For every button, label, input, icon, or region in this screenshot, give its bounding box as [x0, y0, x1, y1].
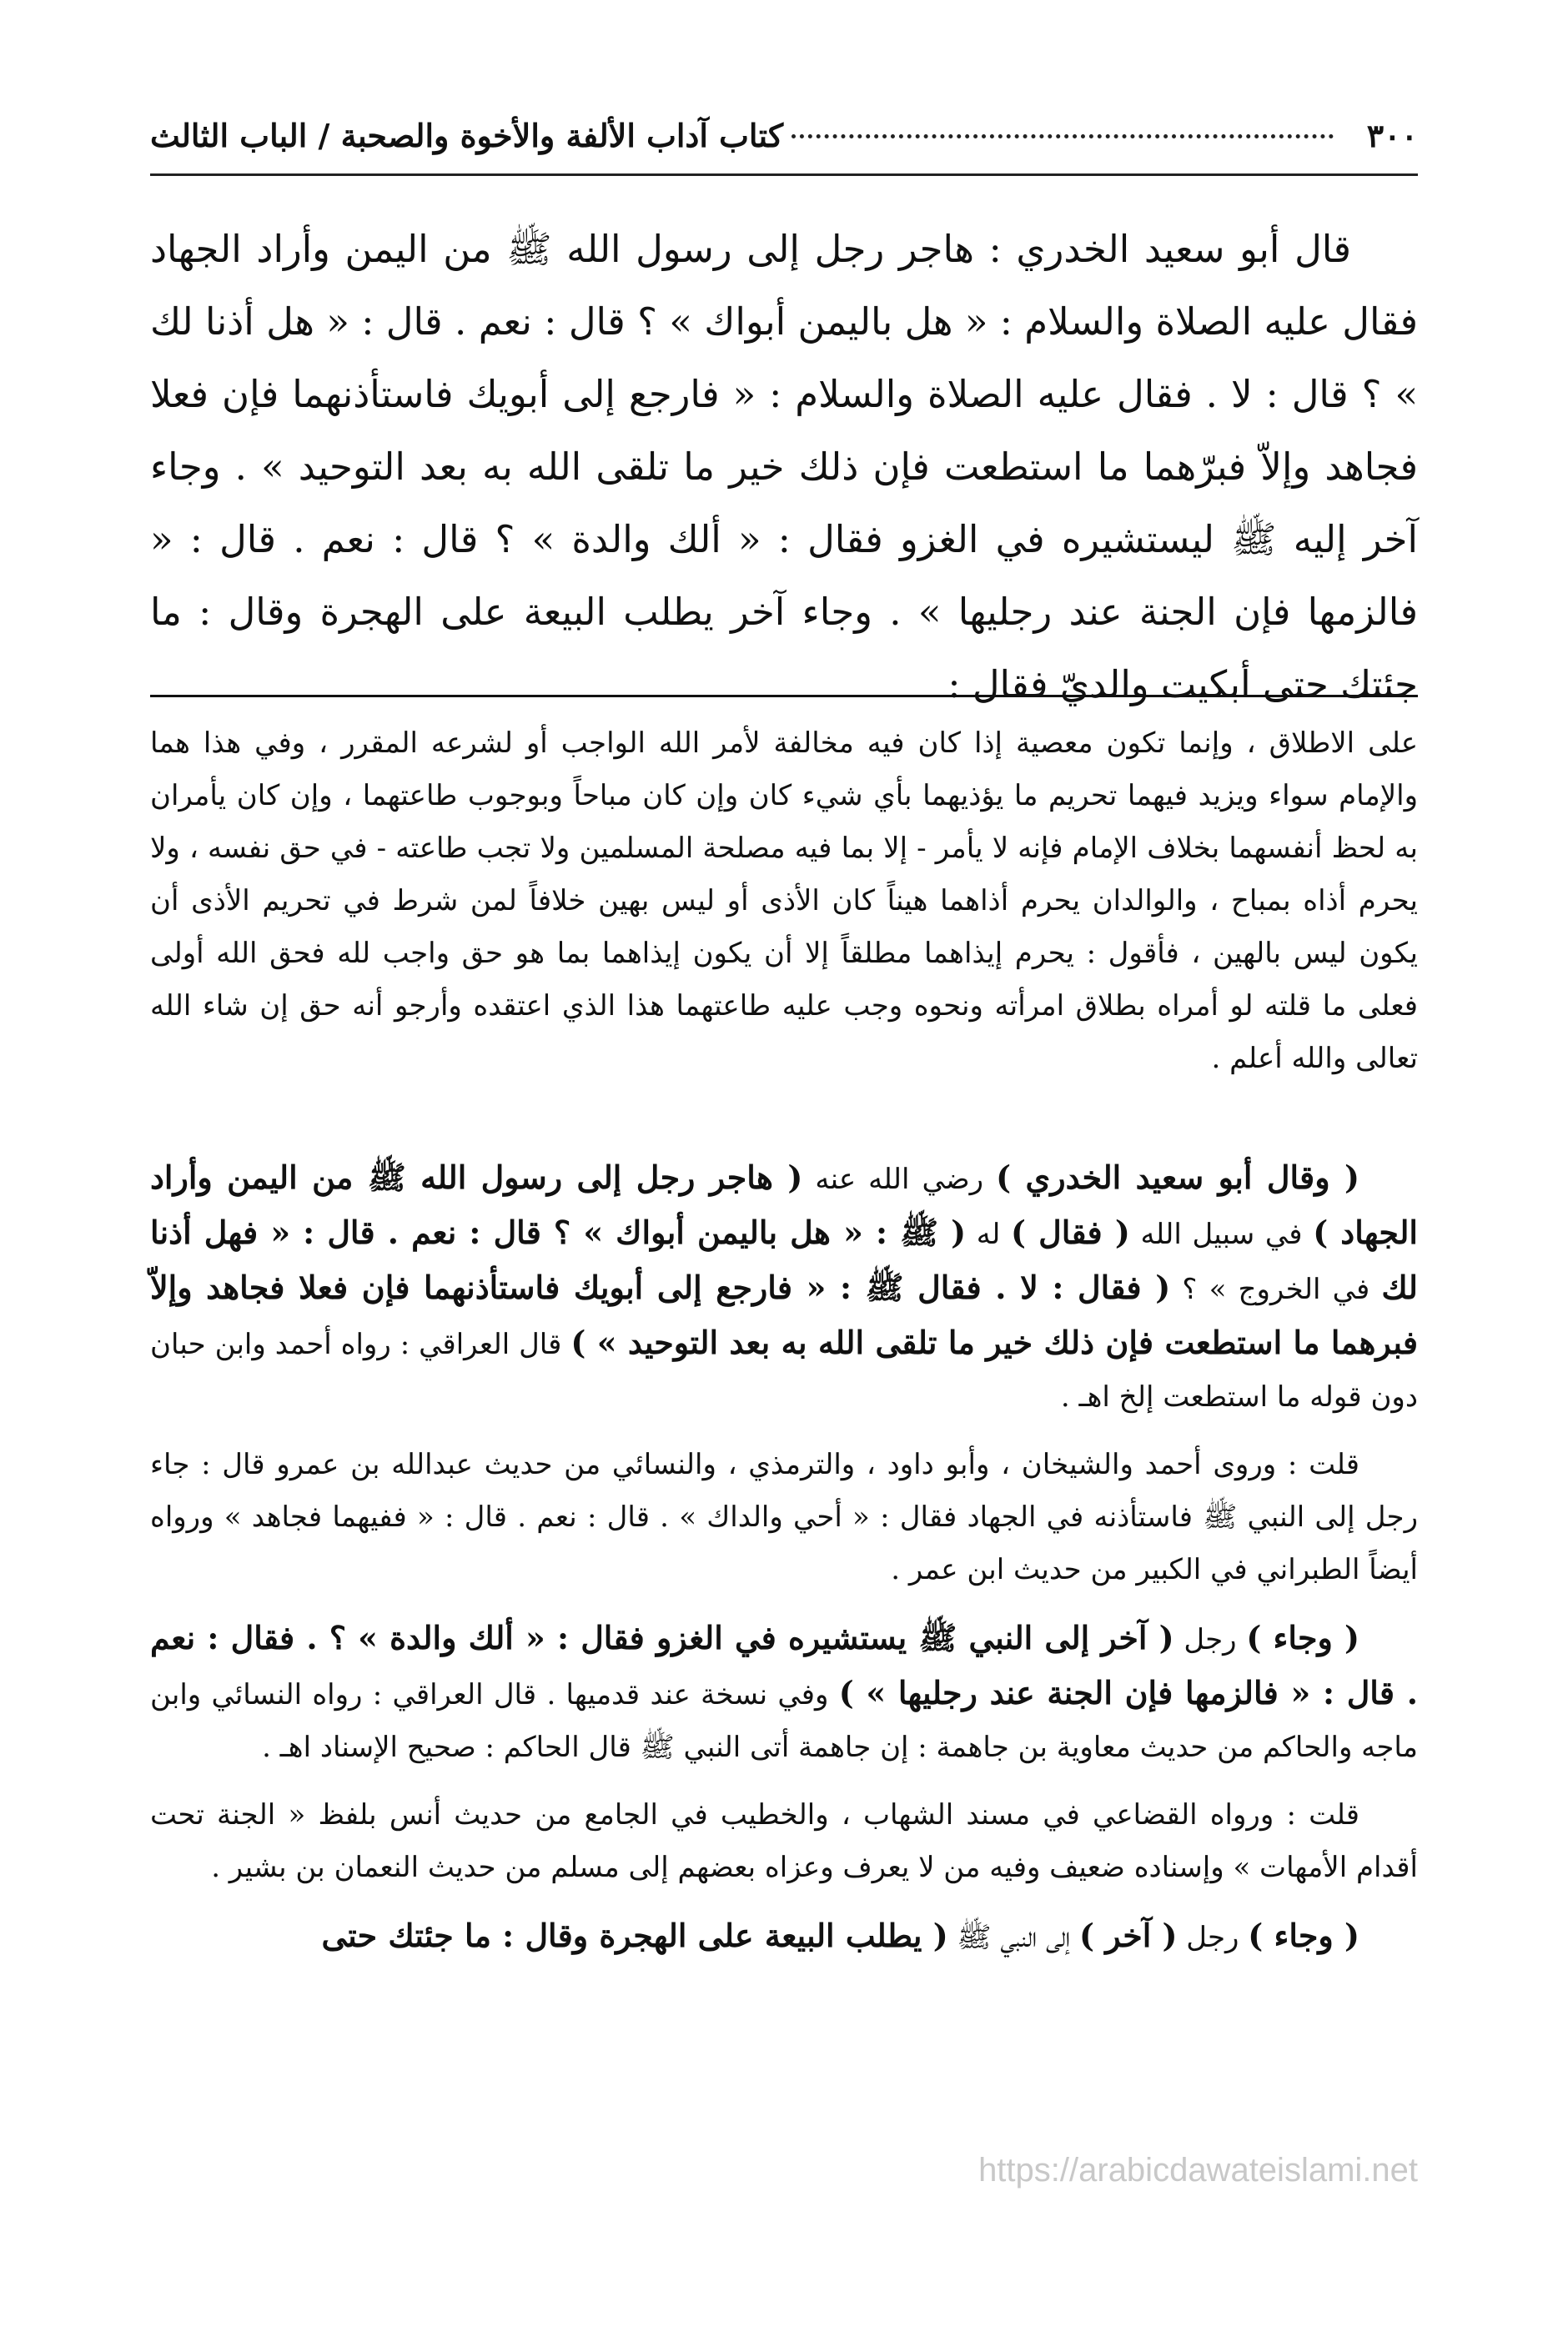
quoted-text: ( وجاء )	[1248, 1917, 1359, 1954]
quoted-text: ( آخر إلى النبي ﷺ يستشيره في الغزو فقال : « ألك والدة » ؟ . فقال : نعم . قال : « فالزمها فإن الجنة عند رجليها » )	[150, 1619, 1419, 1711]
quoted-text: ( هاجر رجل إلى رسول الله ﷺ من اليمن وأراد الجهاد )	[150, 1158, 1418, 1251]
commentary-text: له	[966, 1218, 1012, 1251]
quoted-text: ( آخر )	[1079, 1917, 1178, 1954]
commentary	[150, 1151, 1418, 1979]
commentary-text: قال العراقي : رواه أحمد وابن حبان دون قوله ما استطعت إلخ اهـ .	[150, 1328, 1418, 1414]
footnote-separator	[150, 695, 1418, 697]
leader-dots	[792, 134, 1334, 138]
quoted-text: ( فقال )	[1011, 1214, 1130, 1251]
commentary-paragraph-5	[150, 1909, 1418, 1964]
commentary-paragraph-4: قلت : ورواه القضاعي في مسند الشهاب ، والخطيب في الجامع من حديث أنس بلفظ « الجنة تحت أقدام الأمهات » وإسناده ضعيف وفيه من لا يعرف وعزاه بعضهم إلى مسلم من حديث النعمان بن بشير .	[150, 1798, 1418, 1884]
quoted-text: ( ﷺ : « هل باليمن أبواك » ؟ قال : نعم . قال : « فهل أذنا لك	[150, 1214, 1418, 1306]
commentary-paragraph-1	[150, 1151, 1418, 1424]
watermark-url: https://arabicdawateislami.net	[978, 2152, 1418, 2189]
commentary-text: وفي نسخة عند قدميها . قال العراقي : رواه النسائي وابن ماجه والحاكم من حديث معاوية بن جاهمة : إن جاهمة أتى النبي ﷺ قال الحاكم : صحيح الإسناد اهـ .	[150, 1678, 1418, 1764]
commentary-paragraph-2: قلت : وروى أحمد والشيخان ، وأبو داود ، والترمذي ، والنسائي من حديث عبدالله بن عمرو قال : جاء رجل إلى النبي ﷺ فاستأذنه في الجهاد فقال : « أحي والداك » . قال : نعم . قال : « ففيهما فجاهد » ورواه أيضاً الطبراني في الكبير من حديث ابن عمر .	[150, 1448, 1418, 1586]
main-text	[150, 213, 1418, 721]
main-paragraph: قال أبو سعيد الخدري : هاجر رجل إلى رسول الله ﷺ من اليمن وأراد الجهاد فقال عليه الصلاة والسلام : « هل باليمن أبواك » ؟ قال : نعم . قال : « هل أذنا لك » ؟ قال : لا . فقال عليه الصلاة والسلام : « فارجع إلى أبويك فاستأذنهما فإن فعلا فجاهد وإلاّ فبرّهما ما استطعت فإن ذلك خير ما تلقى الله به بعد التوحيد » . وجاء آخر إليه ﷺ ليستشيره في الغزو فقال : « ألك والدة » ؟ قال : نعم . قال : « فالزمها فإن الجنة عند رجليها » . وجاء آخر يطلب البيعة على الهجرة وقال : ما جئتك حتى أبكيت والديّ فقال :	[150, 227, 1418, 706]
commentary-text: إلى النبي ﷺ	[947, 1921, 1080, 1954]
chapter-title: كتاب آداب الألفة والأخوة والصحبة / الباب الثالث	[150, 117, 784, 154]
quoted-text: ( فقال : لا . فقال ﷺ : « فارجع إلى أبويك فاستأذنهما فإن فعلا فجاهد وإلاّ فبرهما ما استطعت فإن ذلك خير ما تلقى الله به بعد التوحيد » )	[150, 1269, 1419, 1361]
page-number: ٣٠٠	[1366, 117, 1418, 154]
quoted-text: ( يطلب البيعة على الهجرة وقال : ما جئتك حتى	[321, 1917, 948, 1954]
commentary-text: في الخروج » ؟	[1170, 1273, 1382, 1306]
commentary-text: في سبيل الله	[1129, 1218, 1314, 1251]
quoted-text: ( وقال أبو سعيد الخدري )	[996, 1158, 1359, 1196]
commentary-paragraph-3	[150, 1611, 1418, 1774]
header-rule	[150, 173, 1418, 176]
commentary-text: رضي الله عنه	[802, 1163, 997, 1196]
commentary-text: رجل	[1177, 1921, 1249, 1954]
commentary-text: رجل	[1173, 1623, 1247, 1656]
footnote-block	[150, 717, 1418, 1085]
quoted-text: ( وجاء )	[1246, 1619, 1359, 1656]
running-header	[150, 117, 1418, 175]
footnote-paragraph: على الاطلاق ، وإنما تكون معصية إذا كان فيه مخالفة لأمر الله الواجب أو لشرعه المقرر ، وفي هذا هما والإمام سواء ويزيد فيهما تحريم ما يؤذيهما بأي شيء كان وإن كان مباحاً وبوجوب طاعتهما ، وإن كان يأمران به لحظ أنفسهما بخلاف الإمام فإنه لا يأمر - إلا بما فيه مصلحة المسلمين ولا تجب طاعته - في حق نفسه ، ولا يحرم أذاه بمباح ، والوالدان يحرم أذاهما هيناً كان الأذى أو ليس بهين خلافاً لمن شرط في تحريم الأذى أن يكون ليس بالهين ، فأقول : يحرم إيذاهما مطلقاً إلا أن يكون إيذاهما بما هو حق واجب لله فحق الله أولى فعلى ما قلته لو أمراه بطلاق امرأته ونحوه وجب عليه طاعتهما هذا الذي اعتقده وأرجو أنه حق إن شاء الله تعالى والله أعلم .	[150, 726, 1419, 1075]
